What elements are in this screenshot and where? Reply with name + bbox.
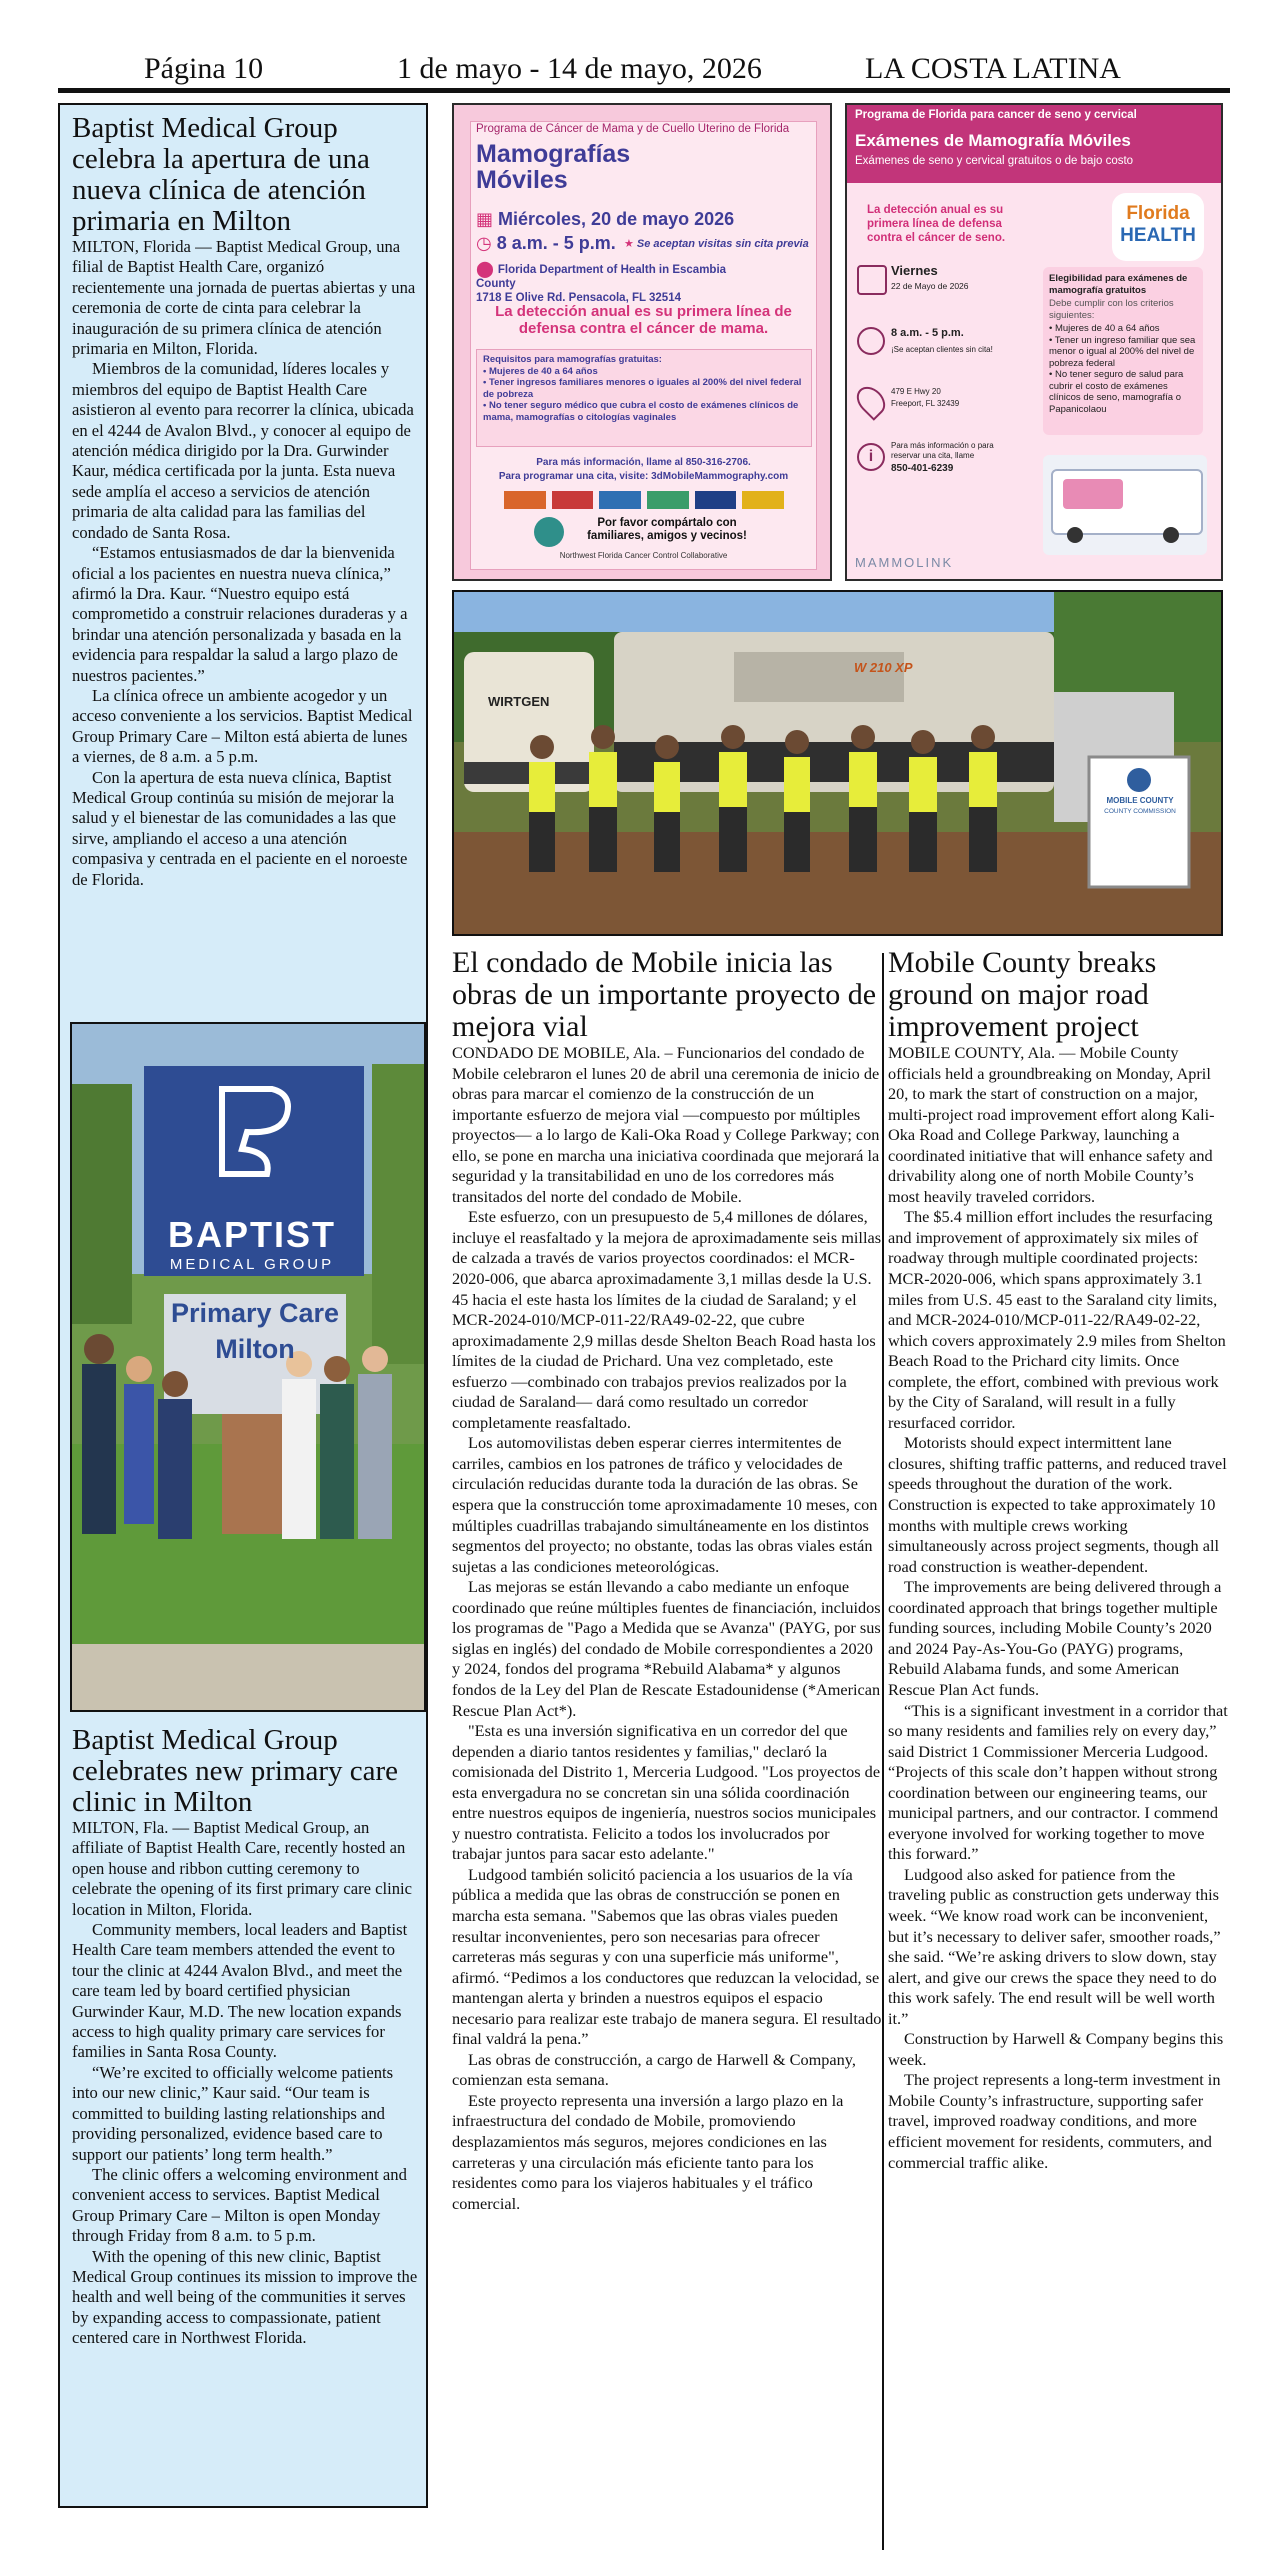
flyer-title2: Móviles <box>476 166 568 194</box>
paragraph: The clinic offers a welcoming environment and convenient access to services. Baptist Medical Group Primary Care – Milton is open Monday through Friday from 8 a.m. to 5 p.m. <box>72 2164 407 2246</box>
flyer-time <box>476 233 616 254</box>
flyer2-info: Para más información o para reservar una cita, llame <box>891 441 994 460</box>
body-baptist-en <box>72 1818 418 2349</box>
machine-brand: WIRTGEN <box>488 694 550 709</box>
sponsor-logo <box>599 491 641 509</box>
req-item: Mujeres de 40 a 64 años <box>488 365 598 377</box>
flyer-date <box>476 209 734 230</box>
paragraph: “Estamos entusiasmados de dar la bienvenida oficial a los pacientes en nuestra nueva clínica,” afirmó la Dra. Kaur. “Nuestro equipo está comprometido a construir relaciones duraderas y a brindar una atención personalizada y basada en la evidencia para respaldar la salud a largo plazo de nuestros pacientes.” <box>72 543 408 685</box>
flyer-place <box>476 263 747 305</box>
mammography-flyer-escambia <box>452 103 832 581</box>
elig-item: Mujeres de 40 a 64 años <box>1054 323 1160 334</box>
flyer-place1: Florida Department of Health in Escambia County <box>476 264 727 290</box>
star-icon: ★ <box>624 238 637 250</box>
clock-icon: ◷ <box>476 233 497 253</box>
flyer-program: Programa de Cáncer de Mama y de Cuello Uterino de Florida <box>476 123 790 135</box>
sponsor-logo <box>647 491 689 509</box>
req-item: Tener ingresos familiares menores o iguales al 200% del nivel federal de pobreza <box>483 377 802 400</box>
flyer-share: Por favor compártalo con familiares, amigos y vecinos! <box>587 517 747 542</box>
county-sign-sub: COUNTY COMMISSION <box>1104 808 1176 815</box>
flyer-walkin <box>624 237 809 250</box>
flyer2-address1: 479 E Hwy 20 <box>891 387 941 396</box>
paragraph: MILTON, Florida — Baptist Medical Group, una filial de Baptist Health Care, organizó recientemente una jornada de puertas abiertas y una ceremonia de corte de cinta para celebrar la inauguración de su primera clínica de atención primaria en Milton, Florida. <box>72 237 416 359</box>
sponsor-logo <box>742 491 784 509</box>
paragraph: MOBILE COUNTY, Ala. — Mobile County officials held a groundbreaking on Monday, April 20, to mark the start of construction on a major, multi-project road improvement effort along Kali-Oka Road and College Parkway, launching a coordinated initiative that will enhance safety and drivability along one of north Mobile County’s most heavily traveled corridors. <box>888 1043 1215 1206</box>
paragraph: "Esta es una inversión significativa en un corredor del que dependen a diario tantos residentes y familias," declaró la comisionada del Distrito 1, Merceria Ludgood. "Los proyectos de esta envergadura no se concretan sin una sólida coordinación entre nuestros equipos de ingeniería, nuestros socios municipales y nuestro contratista. Felicito a todos los involucrados por trabajar juntos para sacar esto adelante." <box>452 1721 881 1864</box>
issue-dates: 1 de mayo - 14 de mayo, 2026 <box>397 52 762 85</box>
info-icon: i <box>857 443 885 471</box>
article-mobile-en <box>888 947 1228 2173</box>
county-sign-title: MOBILE COUNTY <box>1106 796 1174 805</box>
flyer2-program: Programa de Florida para cancer de seno y cervical <box>855 109 1137 121</box>
flyer2-phone: 850-401-6239 <box>891 463 954 474</box>
sponsor-logo <box>552 491 594 509</box>
column-divider <box>882 953 884 2550</box>
flyer-info1: Para más información, llame al 850-316-2706. <box>536 457 751 468</box>
page-number: Página 10 <box>144 52 264 85</box>
mammography-flyer-freeport <box>845 103 1223 581</box>
paragraph: La clínica ofrece un ambiente acogedor y un acceso conveniente a los servicios. Baptist Medical Group Primary Care – Milton está abierta de lunes a viernes, de 8 a.m. a 5 p.m. <box>72 685 413 767</box>
paragraph: “This is a significant investment in a corridor that so many residents and families rely on every day,” said District 1 Commissioner Merceria Ludgood. “Projects of this scale don’t happen without strong coordination between our engineering teams, our municipal partners, and our contractor. I commend everyone involved for working together to move this forward.” <box>888 1700 1228 1864</box>
sponsor-logo <box>504 491 546 509</box>
paragraph: Motorists should expect intermittent lane closures, shifting traffic patterns, and reduced travel speeds throughout the duration of the work. Construction is expected to take approximately 10 months with multiple crews working simultaneously across project segments, though all road construction is weather-dependent. <box>888 1433 1227 1576</box>
paragraph: Este proyecto representa una inversión a largo plazo en la infraestructura del condado de Mobile, promoviendo desplazamientos más seguros, mejores condiciones en las carreteras y una circulación más eficiente tanto para los residentes como para los viajeros habituales y el tráfico comercial. <box>452 2090 844 2213</box>
headline-baptist-en: Baptist Medical Group celebrates new primary care clinic in Milton <box>72 1724 399 1818</box>
flyer-date-text: Miércoles, 20 de mayo 2026 <box>498 209 735 229</box>
groundbreaking-photo <box>452 590 1223 936</box>
flyer2-day: Viernes <box>891 263 938 278</box>
elig-title: Elegibilidad para exámenes de mamografía gratuitos <box>1049 273 1188 296</box>
paragraph: The improvements are being delivered through a coordinated approach that brings together multiple funding sources, including Mobile County’s 2020 and 2024 Pay-As-You-Go (PAYG) programs, Rebuild Alabama funds, and some American Rescue Plan Act funds. <box>888 1577 1222 1699</box>
sponsor-logo <box>695 491 737 509</box>
baptist-clinic-photo <box>70 1022 426 1712</box>
elig-sub: Debe cumplir con los criterios siguientes: <box>1049 298 1174 321</box>
mobile-unit-bus <box>1043 455 1207 555</box>
flyer-info2: Para programar una cita, visite: 3dMobileMammography.com <box>498 471 789 482</box>
paragraph: MILTON, Fla. — Baptist Medical Group, an affiliate of Baptist Health Care, recently hosted an open house and ribbon cutting ceremony to celebrate the opening of its first primary care clinic location in Milton, Florida. <box>72 1818 413 1919</box>
flyer2-address2: Freeport, FL 32439 <box>891 399 960 408</box>
flyer-slogan: La detección anual es su primera línea de defensa contra el cáncer de mama. <box>495 303 792 337</box>
flyer2-eligibility: Elegibilidad para exámenes de mamografía gratuitos Debe cumplir con los criterios siguientes: • Mujeres de 40 a 64 años • Tener un ingreso familiar que sea menor o igual al 200% del nivel de pobreza federal • No tener seguro de salud para cubrir el costo de exámenes clínicos de seno, mamografía o Papanicolaou <box>1043 267 1203 435</box>
flyer2-date: 22 de Mayo de 2026 <box>891 281 969 291</box>
flyer2-walkin: ¡Se aceptan clientes sin cita! <box>891 345 993 354</box>
flyer2-title: Exámenes de Mamografía Móviles <box>855 131 1131 150</box>
paragraph: Ludgood también solicitó paciencia a los usuarios de la vía pública a medida que las obras de construcción se ponen en marcha esta semana. "Sabemos que las obras viales pueden resultar inconvenientes, pero son necesarias para ofrecer carreteras más seguras y con una superficie más uniforme", afirmó. “Pedimos a los conductores que reduzcan la velocidad, se mantengan alerta y brinden a nuestros equipos el espacio necesario para realizar este trabajo de manera segura. El resultado final valdrá la pena.” <box>452 1864 882 2049</box>
flyer-title1: Mamografías <box>476 140 631 168</box>
machine-model: W 210 XP <box>854 660 913 675</box>
flyer2-brand: MAMMOLINK <box>855 555 954 570</box>
calendar-icon <box>857 265 887 295</box>
logo-text2: HEALTH <box>1120 225 1196 246</box>
paragraph: Ludgood also asked for patience from the traveling public as construction gets underway this week. “We know road work can be inconvenient, but it’s necessary to deliver safer, smoother roads,” she said. “We’re asking drivers to slow down, stay alert, and give our crews the space they need to do this work safely. The end result will be well worth it.” <box>888 1864 1221 2028</box>
article-baptist-es <box>72 113 418 890</box>
headline-mobile-en: Mobile County breaks ground on major road improvement project <box>888 946 1157 1043</box>
paragraph: The $5.4 million effort includes the resurfacing and improvement of approximately six miles of roadway through multiple coordinated projects: MCR-2020-006, which spans approximately 3.1 miles from U.S. 45 east to the Saraland city limits, and MCR-2024-010/MCP-011-22/RA49-02-22, which covers approximately 2.9 miles from Shelton Beach Road to the Prichard city limits. Once complete, the effort, combined with previous work by the City of Saraland, will result in a fully resurfaced corridor. <box>888 1207 1226 1432</box>
flyer2-slogan: La detección anual es su primera línea de defensa contra el cáncer de seno. <box>867 204 1006 244</box>
req-title: Requisitos para mamografías gratuitas: <box>483 354 662 365</box>
location-pin-icon <box>851 381 891 421</box>
photo-illustration <box>454 592 1221 934</box>
paragraph: Community members, local leaders and Baptist Health Care team members attended the event to tour the clinic at 4244 Avalon Blvd., and meet the care team led by board certified physician Gurwinder Kaur, M.D. The new location expands access to high quality primary care services for families in Santa Rosa County. <box>72 1920 408 2062</box>
paragraph: Las mejoras se están llevando a cabo mediante un enfoque coordinado que reúne múltiples fuentes de financiación, incluidos los programas de "Pago a Medida que se Avanza" (PAYG, por sus siglas en inglés) del condado de Mobile correspondientes a 2020 y 2024, fondos del programa *Rebuild Alabama* y algunos fondos de la Ley del Plan de Rescate Estadounidense (*American Rescue Plan Act*). <box>452 1577 881 1720</box>
sign-line2: Milton <box>215 1334 295 1364</box>
paragraph: Miembros de la comunidad, líderes locales y miembros del equipo de Baptist Health Care asistieron al evento para recorrer la clínica, ubicada en el 4244 de Avalon Blvd., y conocer al equipo de atención médica dirigido por la Dra. Gurwinder Kaur, médica certificada por la junta. Esta nueva sede amplía el acceso a servicios de atención primaria de alta calidad para las familias del condado de Santa Rosa. <box>72 359 414 542</box>
headline-baptist-es: Baptist Medical Group celebra la apertura de una nueva clínica de atención primaria en Milton <box>72 112 370 237</box>
clock-icon <box>857 327 885 355</box>
paragraph: Construction by Harwell & Company begins this week. <box>888 2029 1224 2069</box>
flyer2-subtitle: Exámenes de seno y cervical gratuitos o de bajo costo <box>855 155 1134 167</box>
flyer-walkin-text: Se aceptan visitas sin cita previa <box>636 238 809 250</box>
paragraph: The project represents a long-term investment in Mobile County’s infrastructure, supporting safer travel, improved roadway conditions, and more efficient movement for residents, commuters, and commercial traffic alike. <box>888 2070 1221 2172</box>
photo-illustration <box>72 1024 424 1710</box>
logo-text1: Florida <box>1126 203 1190 224</box>
paragraph: With the opening of this new clinic, Baptist Medical Group continues its mission to improve the health and well being of the communities it serves by expanding access to compassionate, patient centered care in Northwest Florida. <box>72 2246 418 2348</box>
paragraph: “We’re excited to officially welcome patients into our new clinic,” Kaur said. “Our team is committed to building lasting relationships and providing personalized, evidence based care to support our patients’ long term health.” <box>72 2062 394 2164</box>
sponsor-logos <box>504 491 784 509</box>
article-mobile-es <box>452 947 882 2214</box>
paragraph: Las obras de construcción, a cargo de Harwell & Company, comienzan esta semana. <box>452 2049 856 2090</box>
article-baptist-en <box>72 1725 418 2349</box>
sign-line1: Primary Care <box>170 1298 340 1328</box>
flyer-requirements: Requisitos para mamografías gratuitas: • Mujeres de 40 a 64 años • Tener ingresos familiares menores o iguales al 200% del nivel federal de pobreza • No tener seguro médico que cubra el costo de exámenes clínicos de mama, mamografías o citologías vaginales <box>476 349 812 447</box>
body-baptist-es <box>72 237 418 890</box>
headline-mobile-es: El condado de Mobile inicia las obras de un importante proyecto de mejora vial <box>452 946 877 1043</box>
paragraph: Este esfuerzo, con un presupuesto de 5,4 millones de dólares, incluye el reasfaltado y la mejora de aproximadamente seis millas de calzada a través de varios proyectos coordinados: el MCR-2020-006, que abarca aproximadamente 3,1 millas desde la U.S. 45 hacia el este hasta los límites de la ciudad de Saraland; y el MCR-2024-010/MCP-011-22/RA49-02-22, que cubre aproximadamente 2,9 millas desde Shelton Beach Road hasta los límites de la ciudad de Prichard. Una vez completado, este esfuerzo —combinado con trabajos previos realizados por la ciudad de Saraland— dará como resultado un corredor completamente reasfaltado. <box>452 1207 882 1432</box>
calendar-icon: ▦ <box>476 209 499 229</box>
flyer-collab: Northwest Florida Cancer Control Collaborative <box>559 551 728 560</box>
sign-brand: BAPTIST <box>167 1214 336 1255</box>
collaborative-logo <box>534 517 564 547</box>
newspaper-name: LA COSTA LATINA <box>865 52 1121 85</box>
body-mobile-en <box>888 1043 1228 2173</box>
header-rule <box>58 88 1230 93</box>
body-mobile-es <box>452 1043 882 2214</box>
page-header <box>60 40 1230 90</box>
florida-health-logo <box>1112 193 1204 261</box>
sign-subbrand: MEDICAL GROUP <box>169 1256 335 1273</box>
flyer-place2: 1718 E Olive Rd. Pensacola, FL 32514 <box>476 292 681 304</box>
req-item: No tener seguro médico que cubra el costo de exámenes clínicos de mama, mamografías o citologías vaginales <box>483 400 799 423</box>
flyer-time-text: 8 a.m. - 5 p.m. <box>496 233 616 253</box>
paragraph: Con la apertura de esta nueva clínica, Baptist Medical Group continúa su misión de mejorar la salud y el bienestar de las comunidades a las que sirve, ampliando el acceso a una atención compasiva y centrada en el paciente en el noroeste de Florida. <box>72 767 408 889</box>
paragraph: CONDADO DE MOBILE, Ala. – Funcionarios del condado de Mobile celebraron el lunes 20 de abril una ceremonia de inicio de obras para marcar el comienzo de la construcción de un importante esfuerzo de mejora vial —compuesto por múltiples proyectos— a lo largo de Kali-Oka Road y College Parkway; con ello, se pone en marcha una iniciativa coordinada que mejorará la seguridad y la transitabilidad en uno de los corredores más transitados del norte del condado de Mobile. <box>452 1043 880 1206</box>
location-pin-icon: ⬤ <box>476 261 494 278</box>
elig-item: No tener seguro de salud para cubrir el costo de exámenes clínicos de seno, mamografía o Papanicolaou <box>1049 369 1184 415</box>
elig-item: Tener un ingreso familiar que sea menor o igual al 200% del nivel de pobreza federal <box>1049 334 1196 369</box>
flyer2-time: 8 a.m. - 5 p.m. <box>891 327 964 339</box>
paragraph: Los automovilistas deben esperar cierres intermitentes de carriles, cambios en los patrones de tráfico y velocidades de circulación reducidas durante toda la duración de las obras. Se espera que la construcción tome aproximadamente 10 meses, con múltiples cuadrillas trabajando simultáneamente en los distintos segmentos del proyecto; no obstante, todas las obras viales están sujetas a las condiciones meteorológicas. <box>452 1433 878 1576</box>
